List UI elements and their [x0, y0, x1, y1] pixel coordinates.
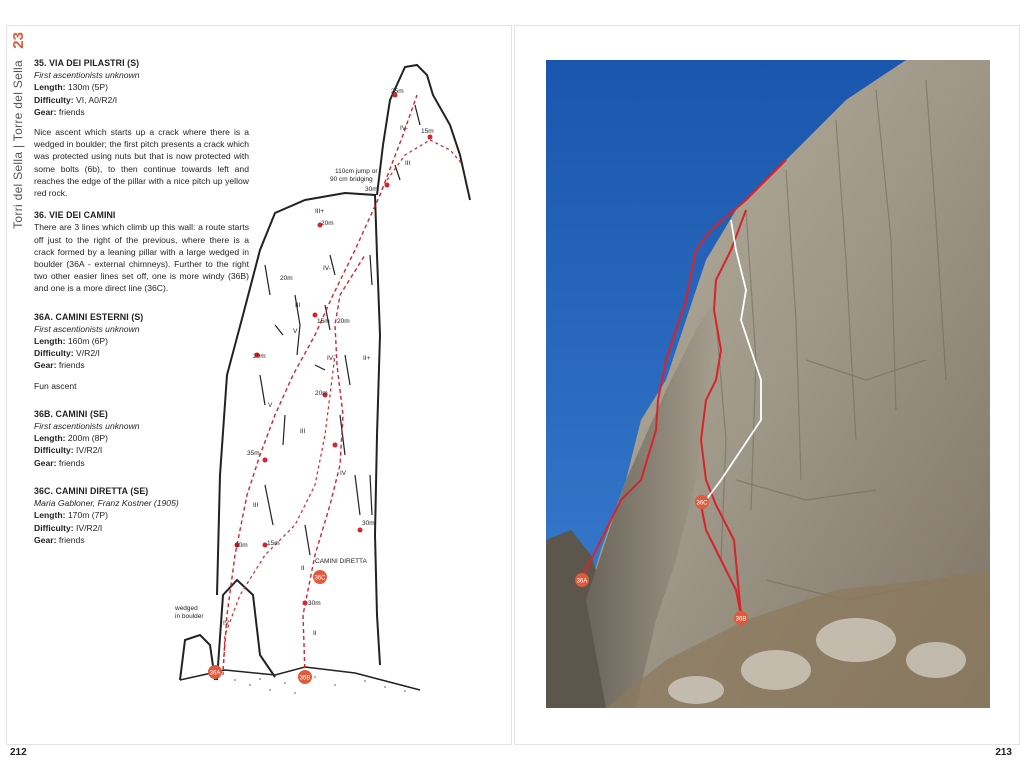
first-ascent: First ascentionists unknown [34, 421, 140, 432]
label-d25: 25m [391, 88, 404, 95]
label-wedged: wedged [175, 605, 198, 612]
label-camini-diretta: CAMINI DIRETTA [315, 558, 367, 565]
length-line: Length: 130m (5P) [34, 82, 109, 93]
route-35-line [223, 355, 335, 675]
label-d30b: 30m [235, 542, 248, 549]
photo-marker-36a: 36A [576, 578, 588, 585]
difficulty-line: Difficulty: IV/R2/I [34, 445, 103, 456]
route-title: 35. VIA DEI PILASTRI (S) [34, 58, 140, 68]
grade-iv1: IV- [400, 125, 408, 132]
length-line: Length: 200m (8P) [34, 433, 109, 444]
route-description: Fun ascent [34, 380, 77, 391]
label-d30a: 30m [365, 186, 378, 193]
label-d15a: 15m [421, 128, 434, 135]
grade-iii2: III+ [315, 208, 325, 215]
first-ascent: First ascentionists unknown [34, 70, 140, 81]
right-page-number: 213 [995, 747, 1012, 758]
grade-ii3: II [313, 630, 317, 637]
photo-marker-36c: 36C [696, 500, 708, 507]
label-d20e: 20m [315, 390, 328, 397]
wall-outline [217, 193, 380, 665]
topo-drawing [165, 55, 495, 705]
difficulty-line: Difficulty: VI, A0/R2/I [34, 94, 118, 105]
gear-line: Gear: friends [34, 457, 85, 468]
length-line: Length: 170m (7P) [34, 510, 109, 521]
section-number: 23 [10, 32, 27, 49]
label-jump: 110cm jump or [335, 168, 378, 175]
belay-points [235, 93, 433, 606]
pillar-outline [217, 580, 275, 680]
label-d35: 35m [247, 450, 260, 457]
route-title: 36A. CAMINI ESTERNI (S) [34, 311, 144, 322]
first-ascent: Maria Gabloner, Franz Kostner (1905) [34, 498, 179, 509]
grade-iv3: IV- [327, 355, 335, 362]
label-d20a: 20m [321, 220, 334, 227]
route-title: 36C. CAMINI DIRETTA (SE) [34, 485, 149, 496]
left-page-number: 212 [10, 747, 27, 758]
grade-ii1: II+ [363, 355, 371, 362]
label-d15c: 15m [267, 540, 280, 547]
route-description: Nice ascent which starts up a crack where there is a wedged in boulder; the first pitch presents a crack which was protected using nuts but that is now protected with some bolts (6b), to then continue towards left and reaches the edge of the pillar with a nice pitch up yellow red rock. [34, 127, 249, 199]
gear-line: Gear: friends [34, 106, 85, 117]
grade-v1: V [293, 328, 298, 335]
marker-36c-top: 36C [314, 575, 326, 582]
label-d15b: 15m [317, 318, 330, 325]
difficulty-line: Difficulty: V/R2/I [34, 348, 100, 359]
route-description: There are 3 lines which climb up this wall: a route starts off just to the right of the previous, where there is a crack formed by a leaning pillar with a large wedged in boulder (36A - external chimneys). Further to the right two other easier lines set off, one is more windy (36B) and one is a more direct line (36C). [34, 222, 249, 294]
grade-iv5: IV [223, 620, 230, 627]
label-d30d: 30m [362, 520, 375, 527]
label-d20c: 20m [337, 318, 350, 325]
route-title: 36B. CAMINI (SE) [34, 408, 108, 419]
label-d30c: 30m [308, 600, 321, 607]
marker-36b: 36B [299, 675, 311, 682]
label-d20d: 20m [253, 353, 266, 360]
section-title: Torri del Sella | Torre del Sella [11, 60, 25, 229]
label-in-boulder: in boulder [175, 613, 204, 620]
topo-labels [174, 88, 434, 637]
marker-36a: 36A [209, 670, 221, 677]
grade-iv4: IV [340, 470, 347, 477]
gear-line: Gear: friends [34, 534, 85, 545]
route-title: 36. VIE DEI CAMINI [34, 210, 116, 221]
grade-iii4: III [300, 428, 306, 435]
grade-iii1: III [405, 160, 411, 167]
route-36c-line [303, 255, 365, 675]
grade-iii3: III [295, 302, 301, 309]
section-tab [8, 32, 30, 232]
grade-v2: V [268, 402, 273, 409]
length-line: Length: 160m (6P) [34, 336, 109, 347]
grade-ii2: II [301, 565, 305, 572]
gear-line: Gear: friends [34, 360, 85, 371]
photo-marker-36b: 36B [735, 616, 747, 623]
wall-photo [546, 60, 990, 708]
label-d20b: 20m [280, 275, 293, 282]
label-bridging: 90 cm bridging [330, 176, 373, 183]
first-ascent: First ascentionists unknown [34, 323, 140, 334]
difficulty-line: Difficulty: IV/R2/I [34, 522, 103, 533]
grade-iv2: IV- [323, 265, 331, 272]
grade-iii5: III [253, 502, 259, 509]
